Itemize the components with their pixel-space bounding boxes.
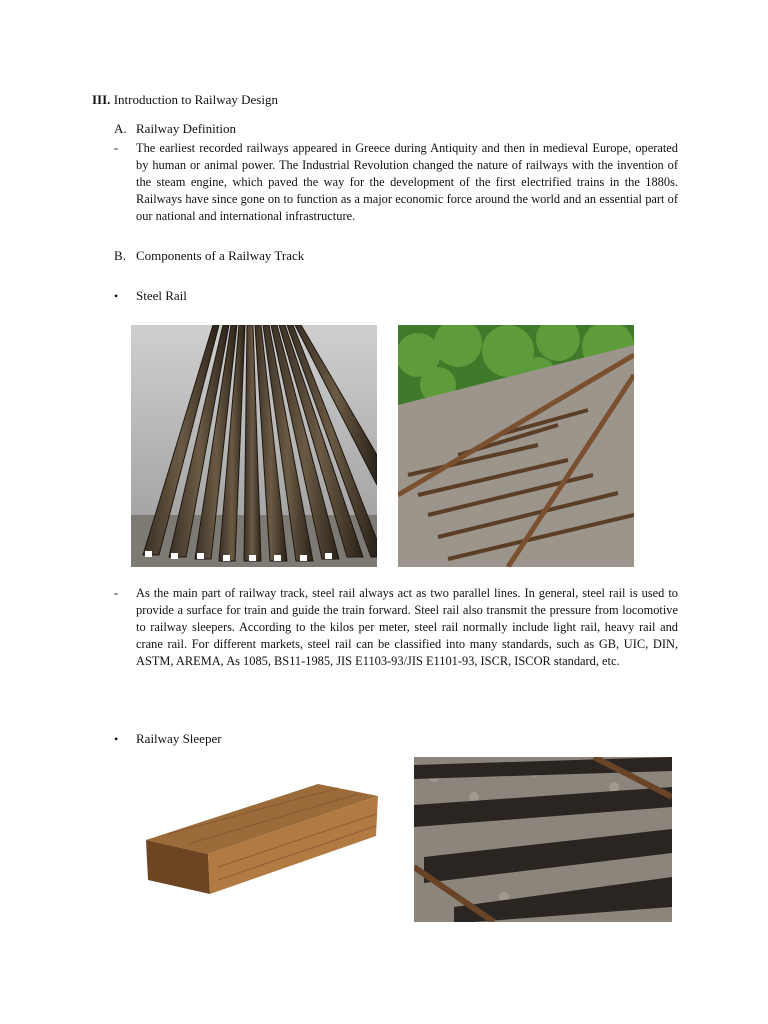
subsection-a-heading (114, 121, 236, 137)
section-number: III. (92, 92, 111, 107)
section-title: Introduction to Railway Design (113, 92, 278, 107)
railway-definition-paragraph (114, 140, 678, 225)
subsection-b-heading (114, 248, 304, 264)
subsection-a-letter: A. (114, 121, 127, 136)
steel-rail-text: As the main part of railway track, steel rail always act as two parallel lines. In general, steel rail is used to provide a surface for train and guide the train forward. Steel rail also transmit the pressure from locomotive to railway sleepers. According to the kilos per meter, steel rail normally include light rail, heavy rail and crane rail. For different markets, steel rail can be classified into many standards, such as GB, UIC, DIN, ASTM, AREMA, As 1085, BS11-1985, JIS E1103-93/JIS E1101-93, ISCR, ISCOR standard, etc. (136, 586, 678, 668)
steel-rail-bullet (114, 288, 187, 304)
subsection-a-title: Railway Definition (136, 121, 237, 136)
subsection-b-letter: B. (114, 248, 126, 263)
railway-definition-text: The earliest recorded railways appeared in Greece during Antiquity and then in medieval Europe, operated by human or animal power. The Industrial Revolution changed the nature of railways with the invention of the steam engine, which paved the way for the development of the first electrified trains in the 1880s. Railways have since gone on to function as a major economic force around the world and an essential part of our national and international infrastructure. (136, 141, 678, 223)
dash-marker: - (114, 586, 119, 600)
steel-rail-paragraph (114, 585, 678, 670)
railway-track-image (398, 325, 634, 567)
section-heading (92, 92, 278, 108)
stacked-steel-rails-image (131, 325, 377, 567)
subsection-b-title: Components of a Railway Track (136, 248, 305, 263)
bullet-icon: • (114, 732, 119, 746)
dash-marker: - (114, 141, 119, 155)
bullet-icon: • (114, 289, 119, 303)
sleepers-in-track-image (414, 757, 672, 922)
wooden-sleeper-image (128, 762, 382, 922)
railway-sleeper-title: Railway Sleeper (136, 731, 222, 746)
steel-rail-title: Steel Rail (136, 288, 187, 303)
railway-sleeper-bullet (114, 731, 222, 747)
